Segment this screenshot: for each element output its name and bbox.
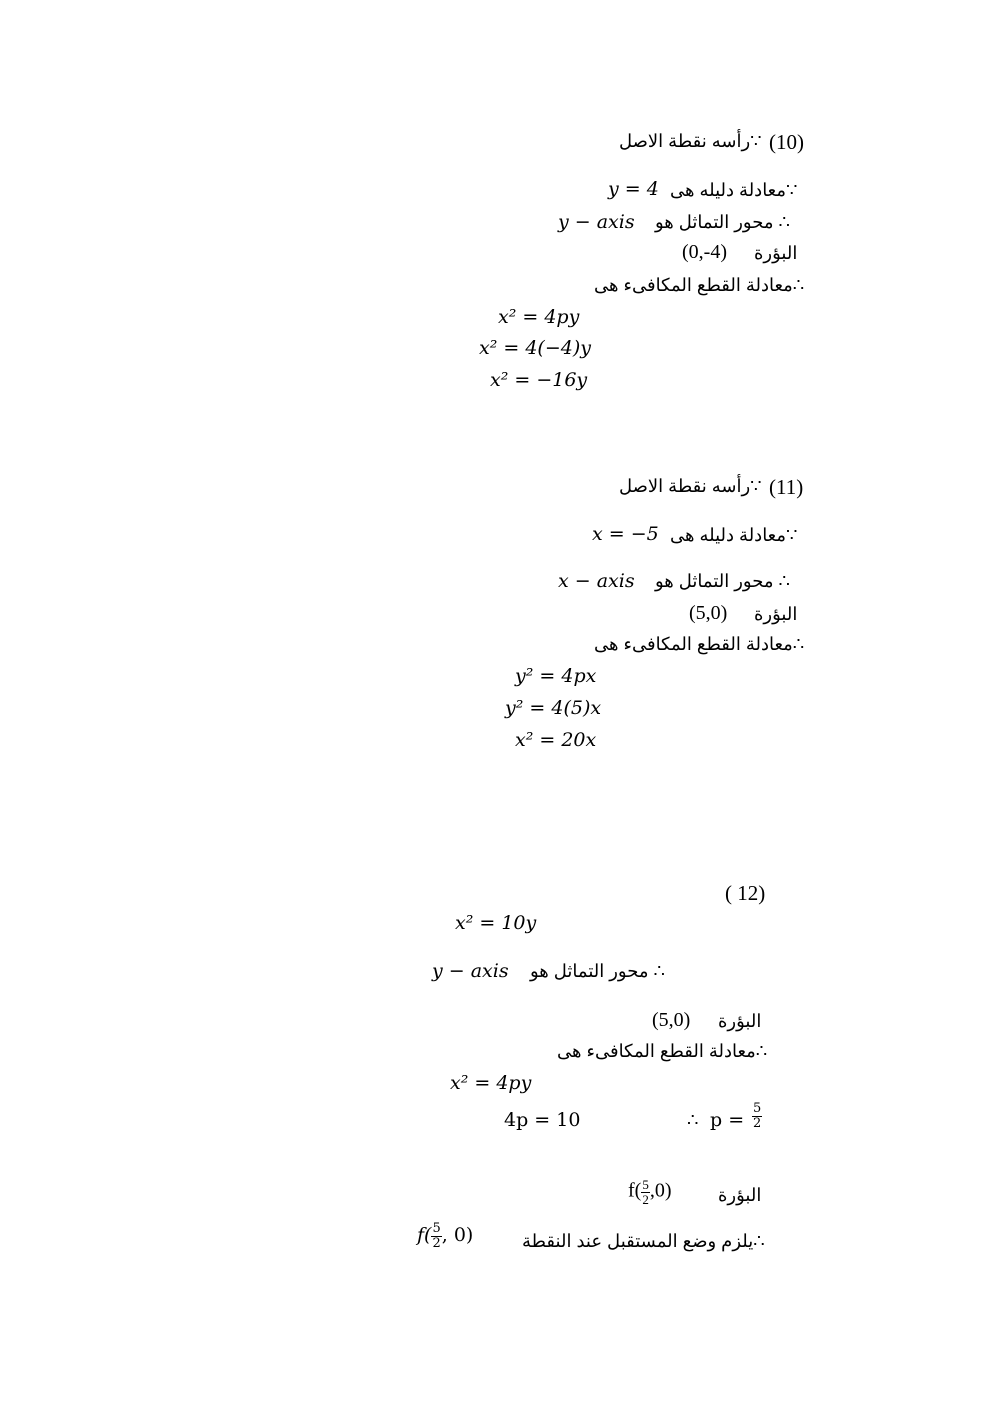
problem12-standard-eq: x² = 4py bbox=[450, 1072, 532, 1094]
problem12-p-label: p = bbox=[710, 1109, 745, 1131]
problem12-receiver-label: ∴يلزم وضع المستقبل عند النقطة bbox=[522, 1231, 765, 1251]
problem12-focus2-suffix: ,0) bbox=[649, 1179, 672, 1202]
problem10-step-2: x² = 4(−4)y bbox=[479, 337, 591, 359]
problem12-p-numerator: 5 bbox=[753, 1101, 762, 1116]
problem12-p-fraction bbox=[752, 1102, 762, 1130]
problem11-equation-label: ∴معادلة القطع المكافىء هى bbox=[594, 634, 805, 654]
problem11-focus-label: البؤرة bbox=[754, 604, 798, 624]
problem11-directrix-eq: x = −5 bbox=[592, 523, 659, 545]
problem12-p-denominator: 2 bbox=[753, 1115, 762, 1131]
problem12-given: x² = 10y bbox=[455, 912, 537, 934]
problem10-axis-value: y − axis bbox=[558, 211, 635, 233]
problem10-equation-label: ∴معادلة القطع المكافىء هى bbox=[594, 275, 805, 295]
problem11-axis-value: x − axis bbox=[558, 570, 635, 592]
problem12-focus2-label: البؤرة bbox=[718, 1185, 762, 1205]
problem12-therefore-symbol: ∴ bbox=[687, 1110, 699, 1131]
problem11-step-1: y² = 4px bbox=[515, 665, 597, 687]
problem10-number: (10) bbox=[769, 130, 804, 154]
problem12-receiver-suffix: , 0) bbox=[441, 1224, 474, 1247]
problem12-focus2-denominator: 2 bbox=[642, 1191, 649, 1207]
problem10-vertex: ∵رأسه نقطة الاصل bbox=[619, 131, 762, 151]
problem11-vertex: ∵رأسه نقطة الاصل bbox=[619, 476, 762, 496]
problem10-step-3: x² = −16y bbox=[490, 369, 588, 391]
problem12-receiver-point bbox=[417, 1222, 473, 1250]
problem10-step-1: x² = 4py bbox=[498, 306, 580, 328]
problem12-number: ( 12) bbox=[725, 881, 766, 905]
problem12-equation-label: ∴معادلة القطع المكافىء هى bbox=[557, 1041, 768, 1061]
problem12-focus2-value bbox=[628, 1178, 672, 1206]
problem11-directrix-label: ∵معادلة دليله هى bbox=[670, 525, 798, 545]
problem12-focus2-prefix: f( bbox=[628, 1179, 642, 1202]
problem11-axis-label: ∴ محور التماثل هو bbox=[655, 571, 790, 591]
problem12-axis-value: y − axis bbox=[432, 960, 509, 982]
problem11-focus-value: (5,0) bbox=[689, 602, 728, 624]
problem10-focus-label: البؤرة bbox=[754, 243, 798, 263]
problem11-step-3: x² = 20x bbox=[515, 729, 597, 751]
problem12-focus-value: (5,0) bbox=[652, 1009, 691, 1031]
problem12-p-equation: 4p = 10 bbox=[504, 1109, 581, 1131]
problem10-directrix-eq: y = 4 bbox=[608, 178, 659, 200]
problem10-axis-label: ∴ محور التماثل هو bbox=[655, 212, 790, 232]
problem12-receiver-denominator: 2 bbox=[432, 1235, 441, 1251]
problem12-receiver-prefix: f( bbox=[417, 1224, 432, 1247]
problem12-receiver-numerator: 5 bbox=[432, 1221, 441, 1236]
problem11-number: (11) bbox=[769, 475, 804, 499]
problem10-focus-value: (0,-4) bbox=[682, 241, 727, 263]
problem12-axis-label: ∴ محور التماثل هو bbox=[530, 961, 665, 981]
problem12-focus2-numerator: 5 bbox=[642, 1177, 649, 1192]
problem12-focus-label: البؤرة bbox=[718, 1011, 762, 1031]
problem11-step-2: y² = 4(5)x bbox=[505, 697, 602, 719]
problem10-directrix-label: ∵معادلة دليله هى bbox=[670, 180, 798, 200]
